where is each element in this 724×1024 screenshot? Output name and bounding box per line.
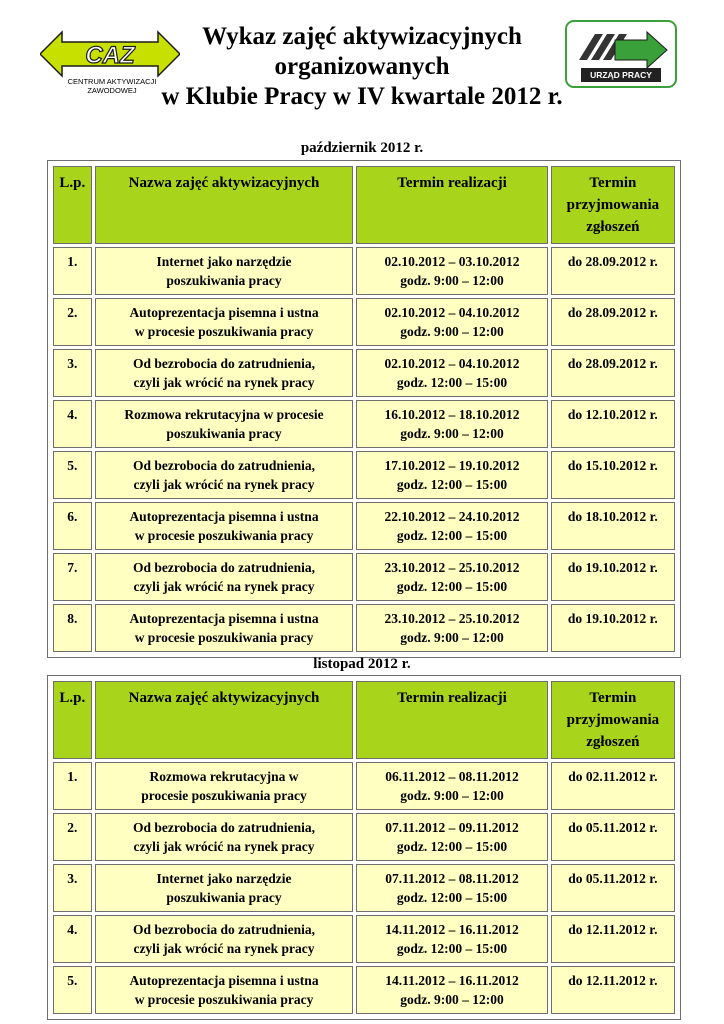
cell-deadline	[551, 553, 675, 601]
column-header-name: Nazwa zajęć aktywizacyjnych	[95, 166, 354, 244]
cell-name	[95, 813, 354, 861]
cell-deadline	[551, 247, 675, 295]
cell-term-line-2: godz. 9:00 – 12:00	[400, 273, 504, 288]
cell-deadline-line-1: do 28.09.2012 r.	[567, 254, 658, 269]
urzad-pracy-logo-text: URZĄD PRACY	[590, 70, 652, 80]
table-header-row	[53, 681, 675, 759]
cell-term	[356, 298, 547, 346]
title-line-2: organizowanych	[274, 53, 450, 80]
cell-term-line-2: godz. 12:00 – 15:00	[396, 941, 508, 956]
column-header-name: Nazwa zajęć aktywizacyjnych	[95, 681, 354, 759]
cell-term-line-2: godz. 9:00 – 12:00	[400, 324, 504, 339]
title-line-3: w Klubie Pracy w IV kwartale 2012 r.	[161, 83, 563, 110]
cell-lp	[53, 349, 92, 397]
cell-name-line-1: Od bezrobocia do zatrudnienia,	[133, 356, 316, 371]
cell-name-line-1: Autoprezentacja pisemna i ustna	[129, 509, 319, 524]
cell-term	[356, 247, 547, 295]
cell-deadline	[551, 915, 675, 963]
table-row	[53, 502, 675, 550]
cell-deadline	[551, 604, 675, 652]
cell-deadline	[551, 451, 675, 499]
cell-deadline	[551, 298, 675, 346]
column-header-term: Termin realizacji	[356, 681, 547, 759]
cell-term-line-1: 14.11.2012 – 16.11.2012	[385, 973, 519, 988]
cell-lp-line-1: 7.	[67, 560, 78, 575]
column-header-deadline: Termin przyjmowania zgłoszeń	[551, 166, 675, 244]
cell-name	[95, 864, 354, 912]
cell-lp	[53, 915, 92, 963]
cell-deadline-line-1: do 28.09.2012 r.	[567, 305, 658, 320]
column-header-deadline: Termin przyjmowania zgłoszeń	[551, 681, 675, 759]
column-header-lp: L.p.	[53, 681, 92, 759]
cell-name	[95, 298, 354, 346]
cell-name-line-2: czyli jak wrócić na rynek pracy	[133, 375, 315, 390]
cell-lp	[53, 451, 92, 499]
cell-term	[356, 400, 547, 448]
cell-deadline-line-1: do 12.11.2012 r.	[568, 922, 658, 937]
cell-term	[356, 349, 547, 397]
cell-term-line-2: godz. 12:00 – 15:00	[396, 477, 508, 492]
table-row	[53, 451, 675, 499]
table-row	[53, 400, 675, 448]
cell-name-line-1: Autoprezentacja pisemna i ustna	[129, 611, 319, 626]
cell-deadline	[551, 864, 675, 912]
cell-term-line-1: 23.10.2012 – 25.10.2012	[384, 560, 520, 575]
table-row	[53, 298, 675, 346]
table-header-row	[53, 166, 675, 244]
caz-logo-subtext-1: CENTRUM AKTYWIZACJI	[67, 77, 157, 86]
cell-lp-line-1: 5.	[67, 973, 78, 988]
cell-lp-line-1: 8.	[67, 611, 78, 626]
cell-term-line-1: 07.11.2012 – 08.11.2012	[385, 871, 519, 886]
cell-name-line-1: Autoprezentacja pisemna i ustna	[129, 973, 319, 988]
cell-lp-line-1: 4.	[67, 407, 78, 422]
cell-name-line-1: Od bezrobocia do zatrudnienia,	[133, 458, 316, 473]
cell-term	[356, 915, 547, 963]
cell-name	[95, 966, 354, 1014]
cell-name-line-1: Od bezrobocia do zatrudnienia,	[133, 922, 316, 937]
table-row	[53, 553, 675, 601]
cell-name	[95, 451, 354, 499]
cell-lp	[53, 298, 92, 346]
cell-term-line-2: godz. 12:00 – 15:00	[396, 839, 508, 854]
page-title	[130, 22, 594, 112]
cell-name-line-2: czyli jak wrócić na rynek pracy	[133, 941, 315, 956]
table-row	[53, 966, 675, 1014]
cell-term-line-1: 02.10.2012 – 04.10.2012	[384, 305, 520, 320]
table-row	[53, 864, 675, 912]
cell-deadline-line-1: do 19.10.2012 r.	[567, 611, 658, 626]
cell-lp-line-1: 4.	[67, 922, 78, 937]
cell-term	[356, 813, 547, 861]
table-row	[53, 247, 675, 295]
cell-deadline	[551, 400, 675, 448]
cell-lp	[53, 813, 92, 861]
table-row	[53, 915, 675, 963]
cell-name-line-2: poszukiwania pracy	[166, 273, 282, 288]
cell-deadline	[551, 349, 675, 397]
cell-lp-line-1: 2.	[67, 305, 78, 320]
cell-deadline	[551, 966, 675, 1014]
cell-name	[95, 502, 354, 550]
cell-term-line-2: godz. 12:00 – 15:00	[396, 579, 508, 594]
cell-lp-line-1: 1.	[67, 769, 78, 784]
cell-name-line-2: w procesie poszukiwania pracy	[134, 992, 314, 1007]
november-table-body	[53, 762, 675, 1014]
cell-name	[95, 604, 354, 652]
cell-lp-line-1: 5.	[67, 458, 78, 473]
cell-term-line-1: 23.10.2012 – 25.10.2012	[384, 611, 520, 626]
cell-term-line-1: 22.10.2012 – 24.10.2012	[384, 509, 520, 524]
cell-deadline-line-1: do 05.11.2012 r.	[568, 871, 658, 886]
november-schedule-table	[50, 678, 678, 1017]
table-row	[53, 604, 675, 652]
cell-lp	[53, 864, 92, 912]
cell-term	[356, 502, 547, 550]
cell-name-line-2: w procesie poszukiwania pracy	[134, 324, 314, 339]
cell-deadline-line-1: do 19.10.2012 r.	[567, 560, 658, 575]
cell-deadline-line-1: do 15.10.2012 r.	[567, 458, 658, 473]
october-schedule-table	[50, 163, 678, 655]
cell-name-line-1: Internet jako narzędzie	[156, 254, 292, 269]
cell-lp-line-1: 1.	[67, 254, 78, 269]
cell-lp-line-1: 2.	[67, 820, 78, 835]
cell-term	[356, 604, 547, 652]
cell-deadline-line-1: do 12.11.2012 r.	[568, 973, 658, 988]
cell-lp	[53, 247, 92, 295]
column-header-lp: L.p.	[53, 166, 92, 244]
cell-deadline	[551, 813, 675, 861]
cell-term	[356, 451, 547, 499]
title-line-1: Wykaz zajęć aktywizacyjnych	[202, 23, 522, 50]
cell-lp	[53, 400, 92, 448]
cell-deadline-line-1: do 18.10.2012 r.	[567, 509, 658, 524]
cell-term-line-1: 17.10.2012 – 19.10.2012	[384, 458, 520, 473]
section-month-october: październik 2012 r.	[300, 140, 424, 156]
section-month-november: listopad 2012 r.	[313, 656, 411, 672]
table-row	[53, 762, 675, 810]
cell-name-line-2: w procesie poszukiwania pracy	[134, 630, 314, 645]
table-row	[53, 349, 675, 397]
cell-term-line-1: 14.11.2012 – 16.11.2012	[385, 922, 519, 937]
cell-name-line-2: procesie poszukiwania pracy	[141, 788, 307, 803]
cell-lp	[53, 604, 92, 652]
urzad-pracy-logo	[565, 20, 677, 88]
cell-lp-line-1: 3.	[67, 356, 78, 371]
cell-name-line-2: czyli jak wrócić na rynek pracy	[133, 477, 315, 492]
cell-name	[95, 400, 354, 448]
cell-deadline	[551, 502, 675, 550]
cell-term-line-1: 06.11.2012 – 08.11.2012	[385, 769, 519, 784]
cell-name-line-1: Od bezrobocia do zatrudnienia,	[133, 820, 316, 835]
cell-term	[356, 966, 547, 1014]
page-header	[0, 0, 724, 130]
cell-name-line-2: czyli jak wrócić na rynek pracy	[133, 579, 315, 594]
cell-name	[95, 349, 354, 397]
cell-name-line-1: Autoprezentacja pisemna i ustna	[129, 305, 319, 320]
cell-name-line-2: poszukiwania pracy	[166, 426, 282, 441]
cell-lp	[53, 502, 92, 550]
cell-term-line-2: godz. 9:00 – 12:00	[400, 788, 504, 803]
cell-term	[356, 553, 547, 601]
cell-term-line-2: godz. 9:00 – 12:00	[400, 630, 504, 645]
cell-deadline	[551, 762, 675, 810]
cell-term-line-2: godz. 9:00 – 12:00	[400, 992, 504, 1007]
cell-term-line-1: 16.10.2012 – 18.10.2012	[384, 407, 520, 422]
cell-deadline-line-1: do 28.09.2012 r.	[567, 356, 658, 371]
october-table-body	[53, 247, 675, 652]
cell-deadline-line-1: do 02.11.2012 r.	[568, 769, 658, 784]
cell-lp	[53, 762, 92, 810]
cell-deadline-line-1: do 05.11.2012 r.	[568, 820, 658, 835]
cell-name	[95, 762, 354, 810]
cell-term	[356, 864, 547, 912]
cell-deadline-line-1: do 12.10.2012 r.	[567, 407, 658, 422]
caz-logo-text: CAZ	[85, 42, 135, 69]
cell-term-line-1: 02.10.2012 – 04.10.2012	[384, 356, 520, 371]
cell-name-line-1: Rozmowa rekrutacyjna w	[149, 769, 299, 784]
cell-name-line-1: Rozmowa rekrutacyjna w procesie	[124, 407, 324, 422]
cell-name-line-2: czyli jak wrócić na rynek pracy	[133, 839, 315, 854]
october-table-wrapper	[47, 160, 681, 658]
cell-name-line-1: Od bezrobocia do zatrudnienia,	[133, 560, 316, 575]
column-header-term: Termin realizacji	[356, 166, 547, 244]
cell-name-line-1: Internet jako narzędzie	[156, 871, 292, 886]
cell-term-line-2: godz. 12:00 – 15:00	[396, 375, 508, 390]
table-row	[53, 813, 675, 861]
cell-lp-line-1: 3.	[67, 871, 78, 886]
cell-name-line-2: w procesie poszukiwania pracy	[134, 528, 314, 543]
cell-term-line-2: godz. 12:00 – 15:00	[396, 890, 508, 905]
cell-term-line-1: 02.10.2012 – 03.10.2012	[384, 254, 520, 269]
cell-name	[95, 553, 354, 601]
cell-lp	[53, 966, 92, 1014]
cell-term-line-2: godz. 9:00 – 12:00	[400, 426, 504, 441]
november-table-wrapper	[47, 675, 681, 1020]
cell-term	[356, 762, 547, 810]
cell-lp-line-1: 6.	[67, 509, 78, 524]
cell-term-line-2: godz. 12:00 – 15:00	[396, 528, 508, 543]
cell-name	[95, 915, 354, 963]
caz-logo-subtext-2: ZAWODOWEJ	[87, 86, 137, 95]
cell-lp	[53, 553, 92, 601]
cell-term-line-1: 07.11.2012 – 09.11.2012	[385, 820, 519, 835]
cell-name-line-2: poszukiwania pracy	[166, 890, 282, 905]
cell-name	[95, 247, 354, 295]
